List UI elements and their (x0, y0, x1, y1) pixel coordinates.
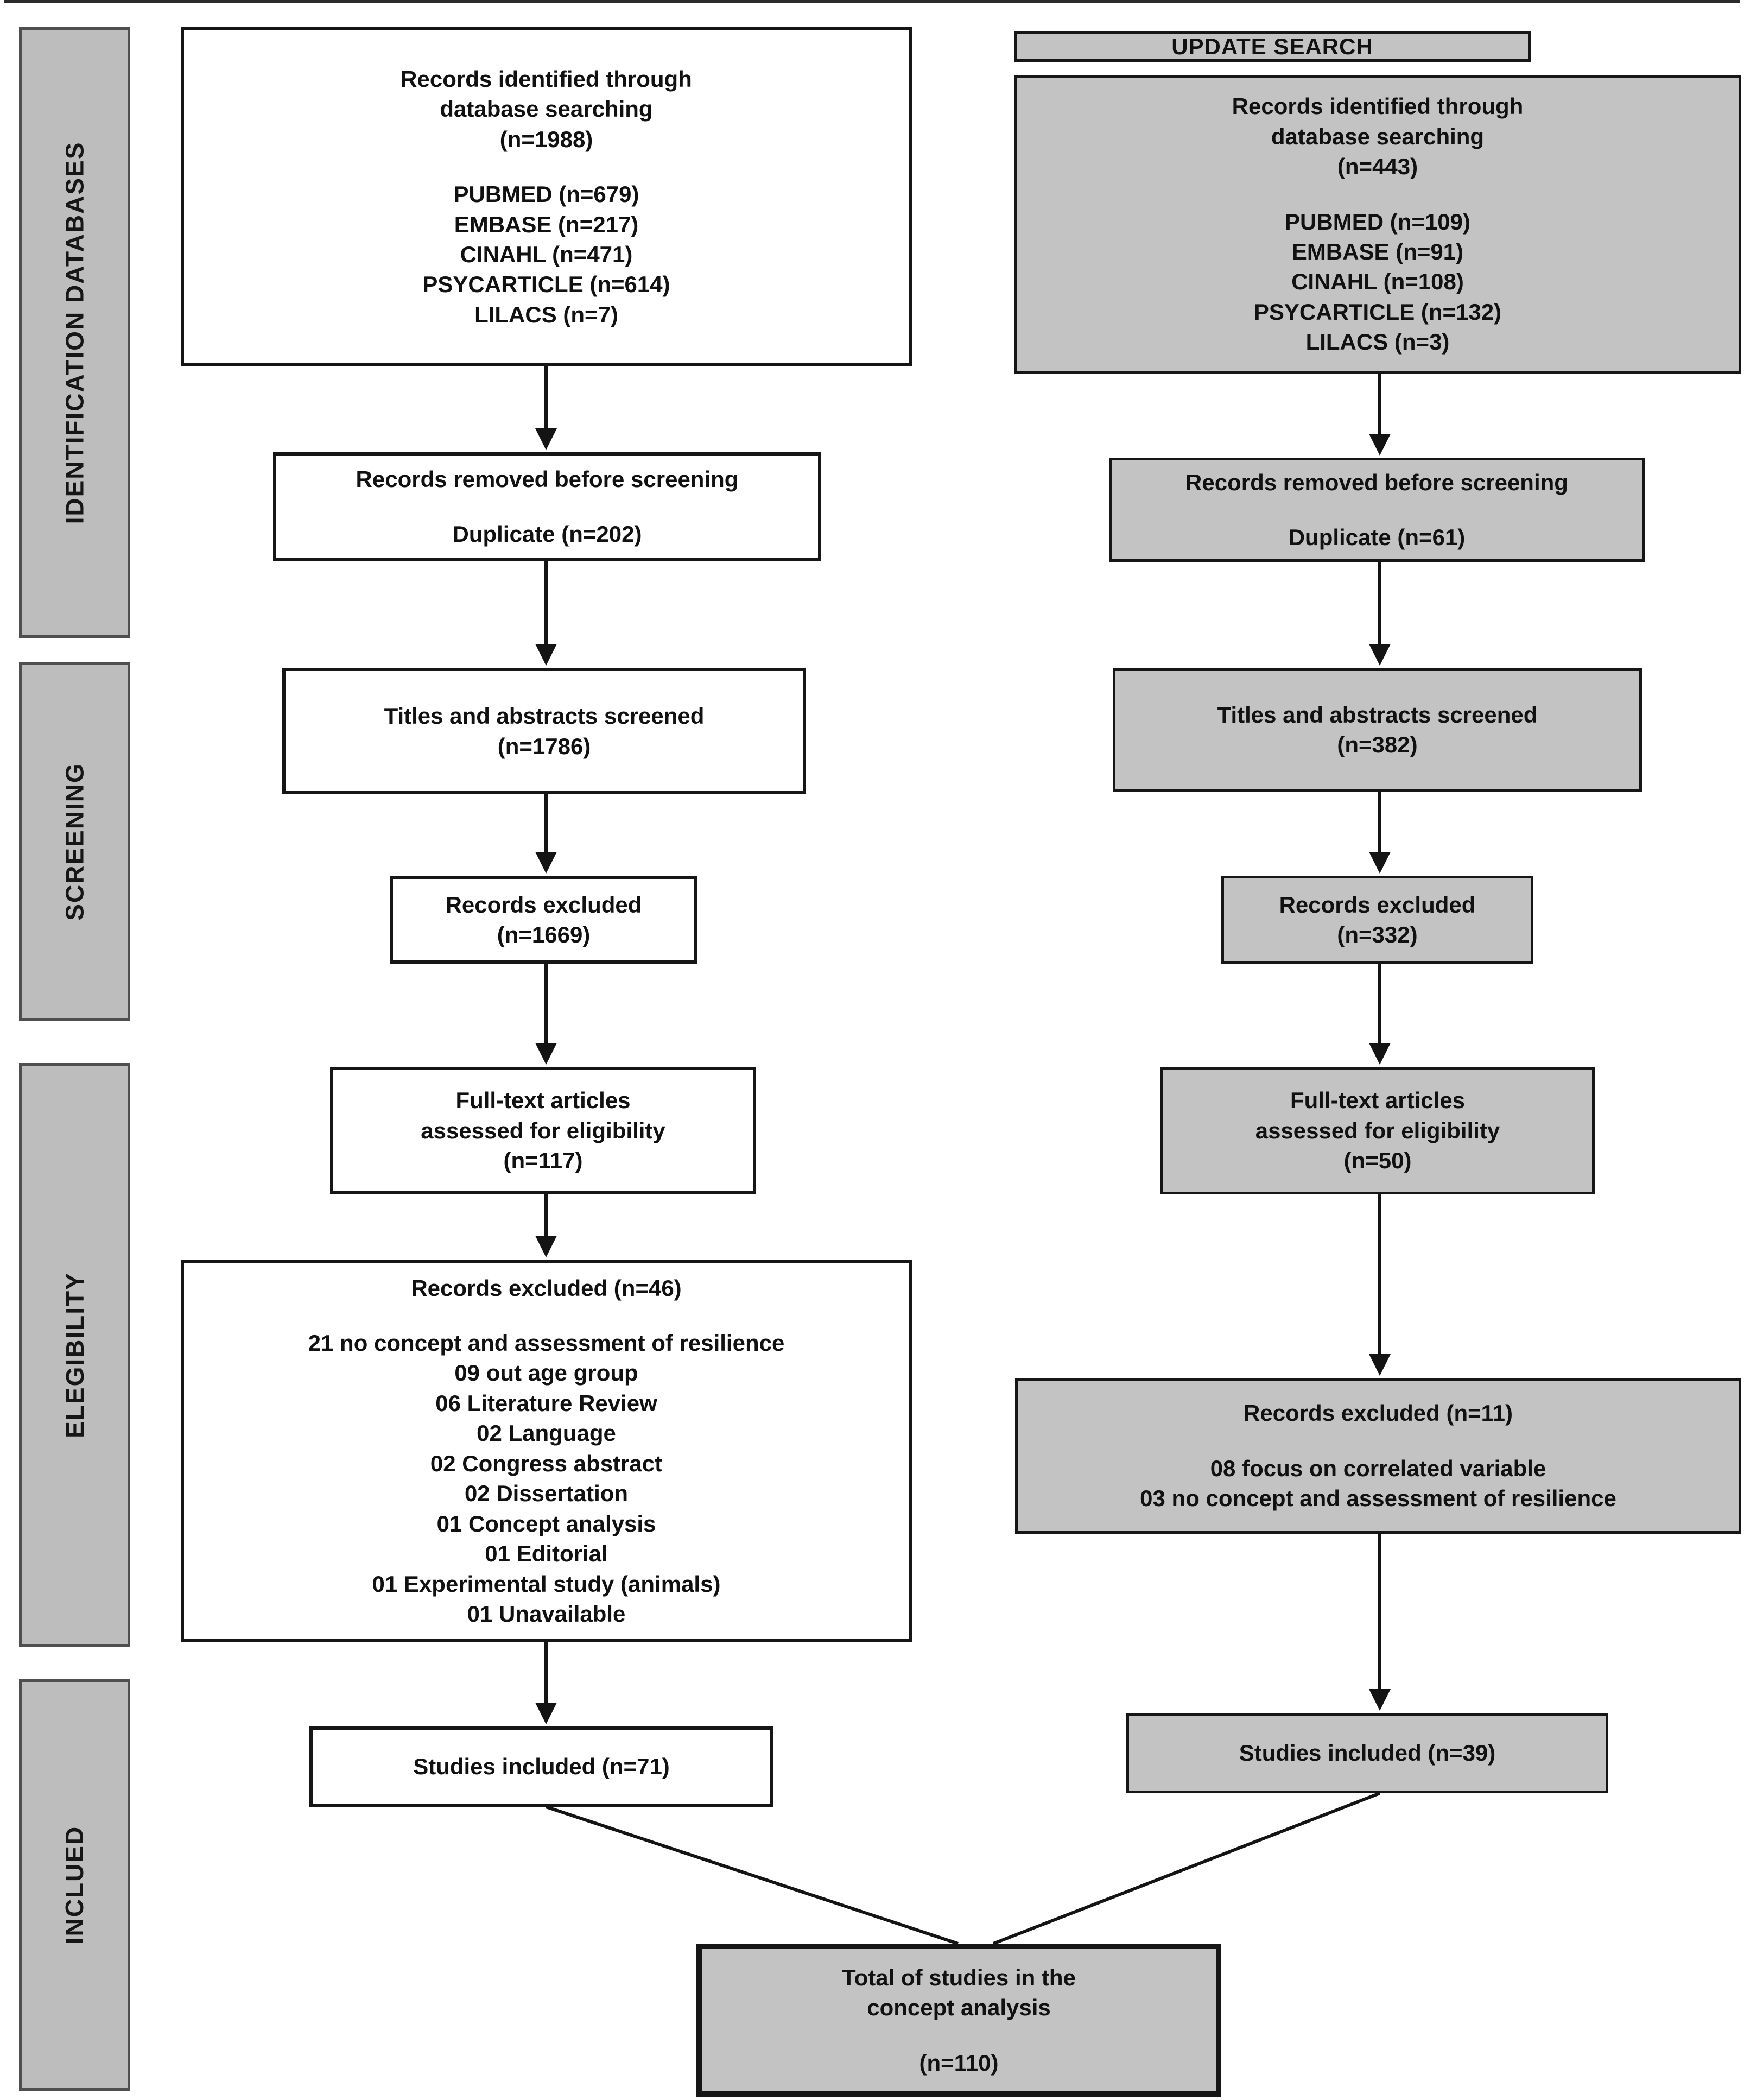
text-line: Full-text articles (455, 1087, 631, 1114)
source-count: CINAHL (n=108) (1291, 269, 1464, 295)
connector-line (993, 1793, 1380, 1944)
text-line: Records removed before screening (356, 466, 739, 492)
fulltext-excluded-box-original (181, 1260, 912, 1642)
text-line: database searching (1271, 123, 1485, 149)
text-line: concept analysis (867, 1995, 1051, 2021)
exclusion-reason: 06 Literature Review (435, 1390, 657, 1416)
studies-included-box-update (1126, 1713, 1608, 1793)
source-count: PSYCARTICLE (n=132) (1253, 299, 1502, 325)
exclusion-reason: 01 Editorial (485, 1541, 608, 1567)
exclusion-title: Records excluded (n=11) (1243, 1400, 1513, 1426)
exclusion-reason: 02 Dissertation (464, 1481, 629, 1507)
text-line: Studies included (n=71) (413, 1754, 670, 1780)
text-line: (n=1988) (499, 126, 593, 152)
source-count: PSYCARTICLE (n=614) (422, 271, 670, 298)
stage-label-included (19, 1679, 130, 2091)
source-count: LILACS (n=7) (474, 301, 618, 327)
stage-label-text: IDENTIFICATION DATABASES (60, 141, 89, 524)
text-line: Titles and abstracts screened (1217, 701, 1538, 728)
text-line: Records removed before screening (1185, 469, 1568, 495)
text-line: (n=1669) (497, 922, 591, 947)
update-search-header (1014, 31, 1531, 62)
titles-screened-box-update (1113, 668, 1642, 792)
text-line: assessed for eligibility (421, 1117, 665, 1143)
update-search-header-text: UPDATE SEARCH (1171, 34, 1373, 59)
fulltext-assessed-box-update (1160, 1067, 1595, 1194)
text-line: assessed for eligibility (1255, 1117, 1500, 1143)
stage-label-identification (19, 27, 130, 638)
text-line: (n=110) (919, 2050, 999, 2076)
source-count: EMBASE (n=217) (454, 211, 639, 237)
text-line: (n=443) (1337, 154, 1418, 180)
titles-screened-box-original (282, 668, 806, 794)
records-excluded-box-original (390, 876, 697, 964)
source-count: CINAHL (n=471) (460, 241, 633, 267)
source-count: PUBMED (n=109) (1285, 208, 1470, 235)
exclusion-reason: 01 Unavailable (467, 1601, 626, 1627)
exclusion-reason: 09 out age group (454, 1360, 638, 1386)
text-line: Studies included (n=39) (1239, 1740, 1496, 1766)
stage-label-text: INCLUED (60, 1825, 89, 1945)
text-line: Total of studies in the (842, 1964, 1076, 1990)
text-line: Full-text articles (1290, 1087, 1466, 1114)
source-count: EMBASE (n=91) (1291, 239, 1464, 264)
text-line: (n=332) (1337, 922, 1418, 947)
exclusion-reason: 02 Congress abstract (430, 1450, 663, 1476)
text-line: (n=1786) (497, 733, 591, 759)
records-excluded-box-update (1221, 876, 1533, 964)
stage-label-text: ELEGIBILITY (60, 1272, 89, 1438)
text-line: Records identified through (401, 66, 692, 92)
text-line: Titles and abstracts screened (384, 703, 705, 729)
exclusion-reason: 21 no concept and assessment of resilience (308, 1330, 785, 1356)
text-line: (n=117) (503, 1148, 583, 1174)
text-line: database searching (440, 96, 653, 122)
text-line: Records excluded (445, 891, 642, 918)
exclusion-reason: 02 Language (477, 1420, 616, 1446)
text-line: (n=50) (1343, 1148, 1412, 1174)
source-count: PUBMED (n=679) (453, 181, 639, 207)
stage-label-eligibility (19, 1063, 130, 1647)
records-identified-box-update (1014, 75, 1741, 374)
exclusion-reason: 01 Experimental study (animals) (372, 1571, 721, 1597)
text-line: Records identified through (1232, 93, 1524, 119)
text-line: Duplicate (n=202) (452, 521, 642, 547)
text-line: Records excluded (1279, 891, 1476, 918)
figure-top-border (4, 0, 1740, 3)
stage-label-text: SCREENING (60, 762, 89, 921)
exclusion-reason: 01 Concept analysis (436, 1510, 656, 1536)
exclusion-title: Records excluded (n=46) (411, 1275, 682, 1301)
records-identified-box-original (181, 27, 912, 366)
fulltext-excluded-box-update (1015, 1378, 1741, 1534)
text-line: (n=382) (1337, 732, 1418, 757)
exclusion-reason: 08 focus on correlated variable (1210, 1455, 1546, 1481)
records-removed-box-original (273, 452, 821, 561)
total-studies-box (696, 1944, 1221, 2097)
fulltext-assessed-box-original (330, 1067, 756, 1194)
exclusion-reason: 03 no concept and assessment of resilience (1140, 1485, 1616, 1511)
connector-line (546, 1807, 958, 1944)
stage-label-screening (19, 662, 130, 1021)
records-removed-box-update (1109, 458, 1645, 562)
source-count: LILACS (n=3) (1305, 329, 1450, 355)
text-line: Duplicate (n=61) (1288, 524, 1466, 550)
studies-included-box-original (309, 1726, 773, 1807)
